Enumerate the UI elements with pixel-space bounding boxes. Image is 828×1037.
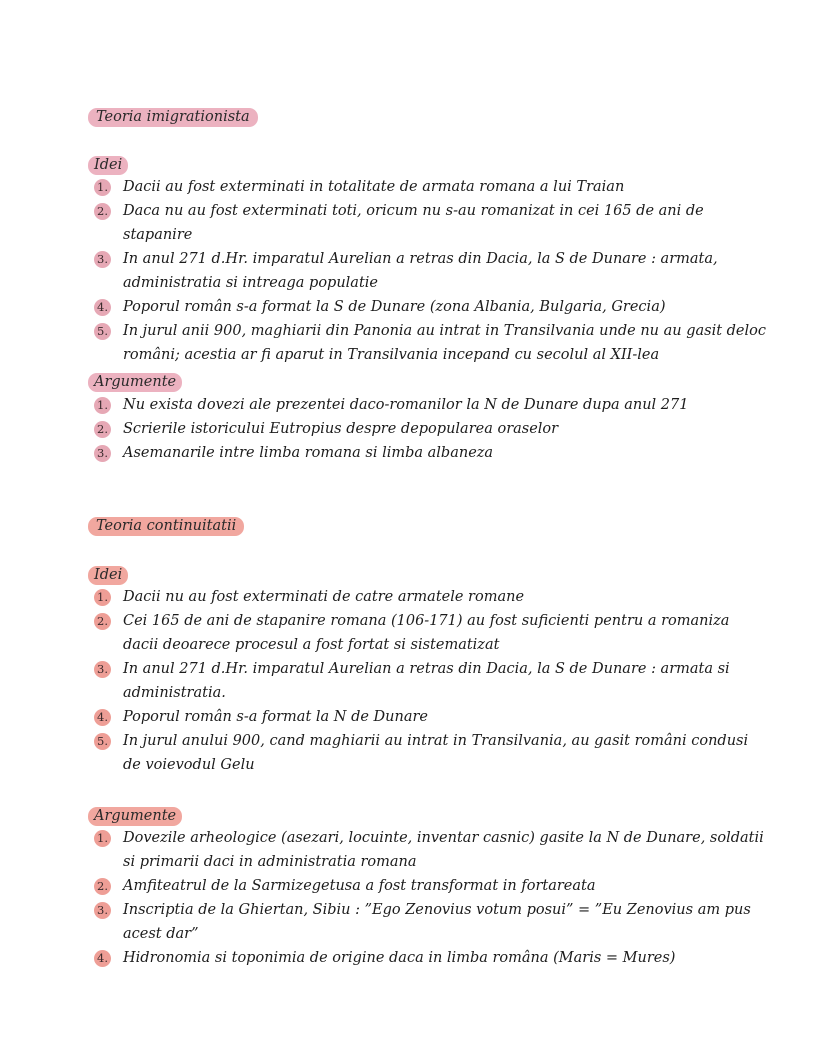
list-item	[88, 729, 768, 777]
list-item	[88, 175, 768, 199]
number-badge: 2.	[94, 613, 111, 630]
number-badge: 1.	[94, 179, 111, 196]
ideas-list-1	[88, 175, 768, 367]
number-badge: 1.	[94, 397, 111, 414]
number-badge: 5.	[94, 323, 111, 340]
number-badge: 4.	[94, 950, 111, 967]
section-title-imigrationista	[88, 106, 768, 127]
list-item	[88, 826, 768, 874]
item-text: In jurul anii 900, maghiarii din Panonia au intrat in Transilvania unde nu au gasit deloc români; acestia ar fi aparut in Transilvania incepand cu secolul al XII-lea	[123, 323, 766, 363]
list-item	[88, 199, 768, 247]
section-title-continuitatii	[88, 515, 768, 536]
number-badge: 3.	[94, 251, 111, 268]
number-badge: 3.	[94, 661, 111, 678]
ideas-list-2	[88, 585, 768, 777]
item-text: Asemanarile intre limba romana si limba albaneza	[123, 445, 494, 461]
item-text: In anul 271 d.Hr. imparatul Aurelian a retras din Dacia, la S de Dunare : armata, administratia si intreaga populatie	[123, 251, 718, 291]
item-text: Cei 165 de ani de stapanire romana (106-171) au fost suficienti pentru a romaniza dacii deoarece procesul a fost fortat si sistematizat	[123, 613, 730, 653]
number-badge: 2.	[94, 203, 111, 220]
list-item	[88, 319, 768, 367]
item-text: Dovezile arheologice (asezari, locuinte, inventar casnic) gasite la N de Dunare, soldatii si primarii daci in administratia romana	[123, 830, 764, 870]
list-item	[88, 441, 768, 465]
ideas-heading: Idei	[88, 156, 128, 175]
number-badge: 4.	[94, 299, 111, 316]
list-item	[88, 295, 768, 319]
item-text: Dacii nu au fost exterminati de catre armatele romane	[123, 589, 525, 605]
number-badge: 2.	[94, 878, 111, 895]
list-item	[88, 898, 768, 946]
list-item	[88, 946, 768, 970]
ideas-heading-1	[88, 154, 768, 175]
item-text: Dacii au fost exterminati in totalitate de armata romana a lui Traian	[123, 179, 625, 195]
number-badge: 1.	[94, 830, 111, 847]
number-badge: 5.	[94, 733, 111, 750]
item-text: Poporul român s-a format la S de Dunare (zona Albania, Bulgaria, Grecia)	[123, 299, 666, 315]
item-text: Amfiteatrul de la Sarmizegetusa a fost transformat in fortareata	[123, 878, 596, 894]
number-badge: 3.	[94, 902, 111, 919]
item-text: Hidronomia si toponimia de origine daca in limba româna (Maris = Mures)	[123, 950, 676, 966]
number-badge: 3.	[94, 445, 111, 462]
number-badge: 1.	[94, 589, 111, 606]
item-text: Nu exista dovezi ale prezentei daco-romanilor la N de Dunare dupa anul 271	[123, 397, 689, 413]
section-title: Teoria continuitatii	[88, 517, 244, 536]
number-badge: 4.	[94, 709, 111, 726]
list-item	[88, 417, 768, 441]
arguments-heading-2	[88, 805, 768, 826]
arguments-heading-1	[88, 371, 768, 392]
ideas-heading-2	[88, 564, 768, 585]
item-text: Daca nu au fost exterminati toti, oricum nu s-au romanizat in cei 165 de ani de stapanire	[123, 203, 704, 243]
item-text: Inscriptia de la Ghiertan, Sibiu : ”Ego Zenovius votum posui” = ”Eu Zenovius am pus acest dar”	[123, 902, 751, 942]
list-item	[88, 705, 768, 729]
item-text: In jurul anului 900, cand maghiarii au intrat in Transilvania, au gasit români condusi de voievodul Gelu	[123, 733, 749, 773]
list-item	[88, 247, 768, 295]
item-text: Scrierile istoricului Eutropius despre depopularea oraselor	[123, 421, 559, 437]
list-item	[88, 657, 768, 705]
list-item	[88, 609, 768, 657]
list-item	[88, 874, 768, 898]
arguments-list-1	[88, 393, 768, 465]
arguments-heading: Argumente	[88, 373, 182, 392]
list-item	[88, 393, 768, 417]
list-item	[88, 585, 768, 609]
arguments-heading: Argumente	[88, 807, 182, 826]
item-text: Poporul român s-a format la N de Dunare	[123, 709, 429, 725]
item-text: In anul 271 d.Hr. imparatul Aurelian a retras din Dacia, la S de Dunare : armata si administratia.	[123, 661, 730, 701]
arguments-list-2	[88, 826, 768, 970]
number-badge: 2.	[94, 421, 111, 438]
ideas-heading: Idei	[88, 566, 128, 585]
section-title: Teoria imigrationista	[88, 108, 258, 127]
